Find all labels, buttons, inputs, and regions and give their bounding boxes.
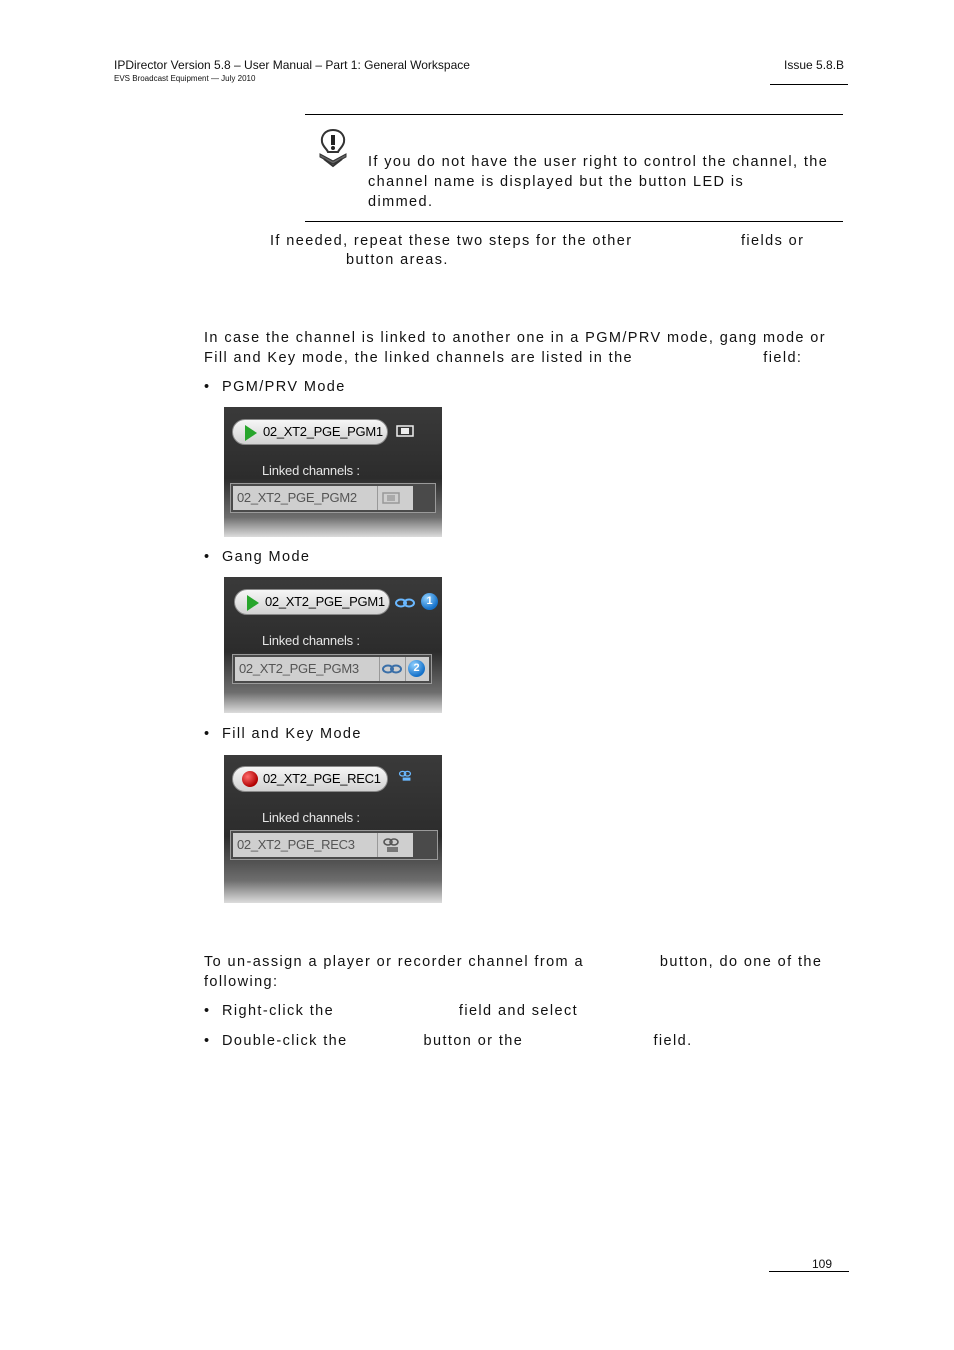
linked-channel-name: 02_XT2_PGE_PGM2 — [237, 490, 357, 505]
linked-intro-line: In case the channel is linked to another one in a PGM/PRV mode, gang mode or — [204, 330, 826, 346]
channel-button[interactable] — [232, 419, 388, 445]
linked-channel-name: 02_XT2_PGE_REC3 — [237, 837, 355, 852]
gang-channel-widget — [224, 577, 442, 713]
footer-divider — [769, 1271, 849, 1272]
linked-channels-field[interactable] — [232, 654, 432, 684]
channel-name: 02_XT2_PGE_PGM1 — [265, 594, 385, 609]
header-divider — [770, 84, 848, 85]
linked-intro-line: Fill and Key mode, the linked channels are listed in the field: — [204, 350, 803, 366]
unassign-bullet: • Double-click the button or the field. — [204, 1033, 693, 1049]
note-top-divider — [305, 114, 843, 115]
repeat-step-line: button areas. — [346, 252, 449, 268]
document-subtitle: EVS Broadcast Equipment — July 2010 — [114, 74, 256, 83]
fill-icon — [396, 769, 414, 783]
pgm-prv-link-icon — [382, 491, 400, 505]
bullet-label: Right-click the field and select — [222, 1003, 579, 1019]
document-title: IPDirector Version 5.8 – User Manual – Part 1: General Workspace — [114, 58, 470, 72]
bullet-pgm-prv: • PGM/PRV Mode — [204, 379, 346, 395]
linked-channels-label: Linked channels : — [262, 463, 360, 478]
channel-name: 02_XT2_PGE_PGM1 — [263, 424, 383, 439]
bullet-label: Fill and Key Mode — [222, 726, 362, 742]
caution-icon — [316, 128, 350, 168]
bullet-gang: • Gang Mode — [204, 549, 311, 565]
bullet-label: Gang Mode — [222, 549, 311, 565]
note-line: channel name is displayed but the button LED is — [368, 174, 745, 190]
linked-channel-name: 02_XT2_PGE_PGM3 — [239, 661, 359, 676]
linked-channels-field[interactable] — [230, 830, 438, 860]
play-icon — [247, 595, 259, 611]
note-line: If you do not have the user right to control the channel, the — [368, 154, 829, 170]
repeat-step-line: If needed, repeat these two steps for the other fields or — [270, 233, 805, 249]
bullet-label: Double-click the button or the field. — [222, 1033, 693, 1049]
channel-button[interactable] — [234, 589, 390, 615]
linked-channels-field[interactable] — [230, 483, 436, 513]
gang-link-icon — [381, 662, 403, 676]
bullet-label: PGM/PRV Mode — [222, 379, 346, 395]
issue-label: Issue 5.8.B — [784, 58, 845, 72]
note-bottom-divider — [305, 221, 843, 222]
gang-number-badge: 2 — [408, 660, 425, 677]
unassign-bullet: • Right-click the field and select — [204, 1003, 579, 1019]
linked-channels-label: Linked channels : — [262, 810, 360, 825]
channel-button[interactable] — [232, 766, 388, 792]
record-icon — [242, 771, 258, 787]
bullet-fill-key: • Fill and Key Mode — [204, 726, 362, 742]
note-text — [368, 152, 833, 212]
pgm-prv-link-icon — [396, 424, 414, 438]
note-line: dimmed. — [368, 194, 434, 210]
play-icon — [245, 425, 257, 441]
fill-key-channel-widget — [224, 755, 442, 903]
unassign-line: following: — [204, 974, 279, 990]
pgm-prv-channel-widget — [224, 407, 442, 537]
gang-number-badge: 1 — [421, 593, 438, 610]
gang-link-icon — [394, 596, 416, 610]
unassign-line: To un-assign a player or recorder channel from a button, do one of the — [204, 954, 823, 970]
channel-name: 02_XT2_PGE_REC1 — [263, 771, 381, 786]
page-number: 109 — [812, 1257, 833, 1271]
key-icon — [382, 836, 400, 854]
linked-channels-label: Linked channels : — [262, 633, 360, 648]
